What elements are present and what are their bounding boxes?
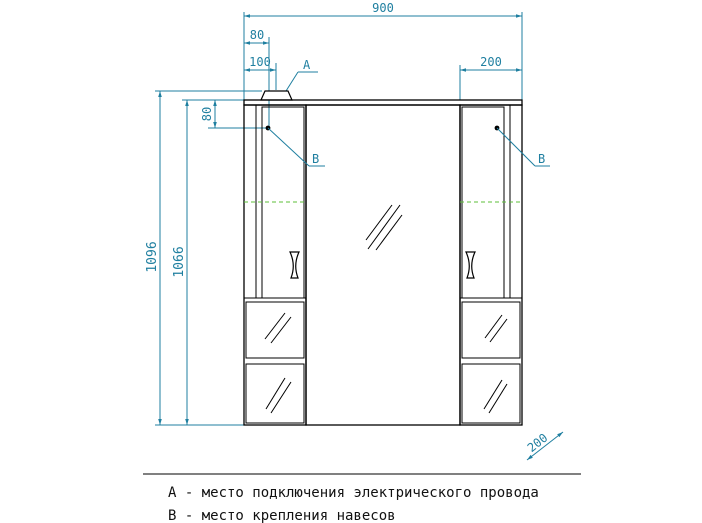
glass-reflection (490, 319, 507, 342)
glass-reflection (484, 380, 502, 409)
glass-reflection (265, 313, 285, 339)
left-cabinet-details (244, 105, 306, 423)
glass-reflection (489, 384, 507, 413)
leader-line (268, 128, 309, 166)
label-connection-point (286, 58, 318, 91)
mirror-reflection (366, 205, 402, 250)
dimension-value: 1066 (172, 246, 187, 278)
label-letter: А (303, 58, 311, 72)
right-cabinet-details (460, 105, 522, 423)
glass-reflection (368, 205, 400, 249)
dimension-value: 100 (249, 55, 271, 69)
dimension-value: 200 (480, 55, 502, 69)
dimension-cabinet-height (172, 100, 244, 425)
leader-line (286, 72, 298, 91)
glass-reflection (271, 382, 291, 413)
dimension-value: 80 (249, 28, 265, 42)
right-drawer-bottom (462, 364, 520, 423)
glass-reflection (485, 315, 502, 338)
connection-box (261, 91, 292, 100)
cabinet-body (244, 91, 522, 425)
center-mirror (306, 105, 460, 425)
dimension-value: 80 (200, 106, 214, 122)
dimension-value: 200 (524, 430, 551, 456)
leader-line (497, 128, 535, 166)
label-letter: В (312, 152, 320, 166)
dimension-value: 1096 (145, 241, 160, 273)
left-drawer-top (246, 302, 304, 358)
glass-reflection (271, 317, 291, 343)
door-handle-icon (290, 252, 299, 278)
top-panel (244, 100, 522, 105)
label-letter: В (538, 152, 546, 166)
dimension-connection-offset (244, 55, 276, 90)
dimension-depth (525, 431, 563, 460)
legend-item: А - место подключения электрического провода (168, 485, 539, 501)
label-hanger-left (266, 126, 325, 166)
dimension-side-cabinet-width (460, 55, 522, 100)
dimension-total-width (244, 1, 522, 100)
door-handle-icon (466, 252, 475, 278)
left-cabinet (244, 105, 306, 425)
glass-reflection (366, 205, 392, 240)
legend-item: В - место крепления навесов (168, 508, 396, 523)
glass-reflection (266, 378, 285, 409)
dimension-value: 900 (372, 1, 394, 15)
